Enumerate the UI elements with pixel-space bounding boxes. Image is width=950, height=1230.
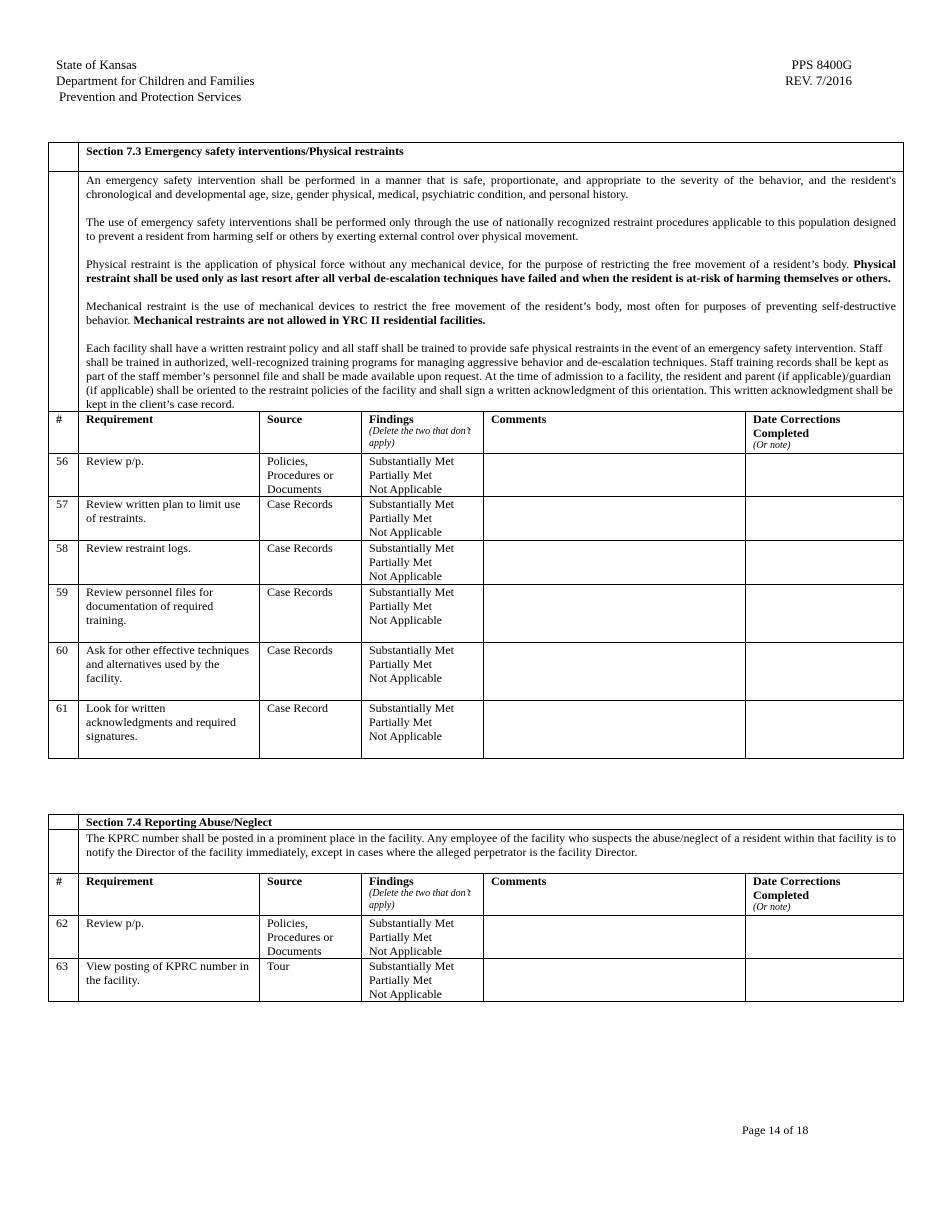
col-findings: Findings (Delete the two that don’t apply)	[362, 874, 484, 916]
col-requirement: Requirement	[79, 874, 260, 916]
row-comments[interactable]	[484, 959, 746, 1002]
row-date[interactable]	[746, 585, 904, 643]
table-row	[49, 643, 904, 701]
row-number: 63	[49, 959, 79, 1002]
intro-paragraph: Mechanical restraint is the use of mechanical devices to restrict the free movement of the resident’s body, most often for purposes of preventing self-destructive behavior. Mechanical restraints are not allowed in YRC II residential facilities.	[86, 299, 896, 327]
row-date[interactable]	[746, 701, 904, 759]
row-source: Policies, Procedures or Documents	[260, 916, 362, 959]
header-state: State of Kansas	[56, 57, 137, 72]
table-row	[49, 497, 904, 541]
row-findings[interactable]: Substantially Met Partially Met Not Applicable	[362, 454, 484, 497]
row-source: Case Record	[260, 701, 362, 759]
row-source: Policies, Procedures or Documents	[260, 454, 362, 497]
row-findings[interactable]: Substantially Met Partially Met Not Applicable	[362, 585, 484, 643]
row-source: Case Records	[260, 643, 362, 701]
col-date: Date Corrections Completed (Or note)	[746, 412, 904, 454]
row-requirement: Review p/p.	[79, 916, 260, 959]
row-findings[interactable]: Substantially Met Partially Met Not Applicable	[362, 916, 484, 959]
row-comments[interactable]	[484, 643, 746, 701]
row-number: 62	[49, 916, 79, 959]
row-findings[interactable]: Substantially Met Partially Met Not Applicable	[362, 541, 484, 585]
row-number: 60	[49, 643, 79, 701]
intro-paragraph: An emergency safety intervention shall be performed in a manner that is safe, proportionate, and appropriate to the severity of the behavior, and the resident's chronological and developmental age, size, gender physical, medical, psychiatric condition, and personal history.	[86, 173, 896, 201]
row-comments[interactable]	[484, 541, 746, 585]
row-date[interactable]	[746, 959, 904, 1002]
table-row	[49, 701, 904, 759]
row-findings[interactable]: Substantially Met Partially Met Not Applicable	[362, 701, 484, 759]
row-number: 57	[49, 497, 79, 541]
section-title: Section 7.3 Emergency safety interventions/Physical restraints	[79, 143, 904, 172]
row-comments[interactable]	[484, 916, 746, 959]
row-source: Case Records	[260, 585, 362, 643]
row-number: 61	[49, 701, 79, 759]
row-requirement: View posting of KPRC number in the facility.	[79, 959, 260, 1002]
row-date[interactable]	[746, 541, 904, 585]
section-title: Section 7.4 Reporting Abuse/Neglect	[79, 815, 904, 830]
row-findings[interactable]: Substantially Met Partially Met Not Applicable	[362, 497, 484, 541]
header-revision: REV. 7/2016	[785, 73, 852, 88]
header-form-number: PPS 8400G	[791, 57, 852, 72]
col-date: Date Corrections Completed (Or note)	[746, 874, 904, 916]
row-source: Tour	[260, 959, 362, 1002]
column-header-row	[49, 874, 904, 916]
row-comments[interactable]	[484, 454, 746, 497]
intro-paragraph: Each facility shall have a written restraint policy and all staff shall be trained to provide safe physical restraints in the event of an emergency safety intervention. Staff shall be trained in authorized, well-recognized training programs for managing aggressive behavior and de-escalation techniques. Staff training records shall be kept as part of the staff member’s personnel file and shall be made available upon request. At the time of admission to a facility, the resident and parent (if applicable)/guardian (if applicable) shall be oriented to the restraint policies of the facility and shall sign a written acknowledgment of this orientation. This written acknowledgment shall be kept in the client’s case record.	[86, 341, 893, 411]
row-number: 56	[49, 454, 79, 497]
row-requirement: Review written plan to limit use of restraints.	[79, 497, 260, 541]
row-findings[interactable]: Substantially Met Partially Met Not Applicable	[362, 643, 484, 701]
table-row	[49, 585, 904, 643]
row-requirement: Review restraint logs.	[79, 541, 260, 585]
header-form-id	[785, 57, 852, 89]
col-requirement: Requirement	[79, 412, 260, 454]
header-department: Department for Children and Families	[56, 73, 255, 88]
table-row	[49, 454, 904, 497]
section-intro	[79, 830, 904, 874]
col-findings: Findings (Delete the two that don’t apply)	[362, 412, 484, 454]
intro-paragraph: The KPRC number shall be posted in a prominent place in the facility. Any employee of the facility who suspects the abuse/neglect of a resident within that facility is to notify the Director of the facility immediately, except in cases where the alleged perpetrator is the facility Director.	[86, 831, 897, 859]
section-7-4-table	[48, 814, 904, 1002]
intro-paragraph: Physical restraint is the application of physical force without any mechanical device, for the purpose of restricting the free movement of a resident’s body. Physical restraint shall be used only as last resort after all verbal de-escalation techniques have failed and when the resident is at-risk of harming themselves or others.	[86, 257, 897, 285]
header-division: Prevention and Protection Services	[59, 89, 242, 104]
row-comments[interactable]	[484, 701, 746, 759]
section-7-3-table	[48, 142, 904, 759]
row-number: 59	[49, 585, 79, 643]
row-date[interactable]	[746, 643, 904, 701]
row-date[interactable]	[746, 916, 904, 959]
row-findings[interactable]: Substantially Met Partially Met Not Applicable	[362, 959, 484, 1002]
row-comments[interactable]	[484, 497, 746, 541]
col-num: #	[49, 874, 79, 916]
row-date[interactable]	[746, 497, 904, 541]
column-header-row	[49, 412, 904, 454]
row-source: Case Records	[260, 497, 362, 541]
row-requirement: Look for written acknowledgments and required signatures.	[79, 701, 260, 759]
row-source: Case Records	[260, 541, 362, 585]
section-intro	[79, 172, 904, 412]
row-date[interactable]	[746, 454, 904, 497]
table-row	[49, 541, 904, 585]
col-source: Source	[260, 874, 362, 916]
table-row	[49, 916, 904, 959]
row-comments[interactable]	[484, 585, 746, 643]
header-agency	[56, 57, 255, 105]
intro-paragraph: The use of emergency safety interventions shall be performed only through the use of nationally recognized restraint procedures applicable to this population designed to prevent a resident from harming self or others by exerting external control over physical movement.	[86, 215, 896, 243]
row-requirement: Ask for other effective techniques and alternatives used by the facility.	[79, 643, 260, 701]
row-requirement: Review personnel files for documentation of required training.	[79, 585, 260, 643]
row-number: 58	[49, 541, 79, 585]
col-comments: Comments	[484, 412, 746, 454]
col-source: Source	[260, 412, 362, 454]
col-num: #	[49, 412, 79, 454]
row-requirement: Review p/p.	[79, 454, 260, 497]
table-row	[49, 959, 904, 1002]
col-comments: Comments	[484, 874, 746, 916]
page-number: Page 14 of 18	[742, 1123, 809, 1137]
